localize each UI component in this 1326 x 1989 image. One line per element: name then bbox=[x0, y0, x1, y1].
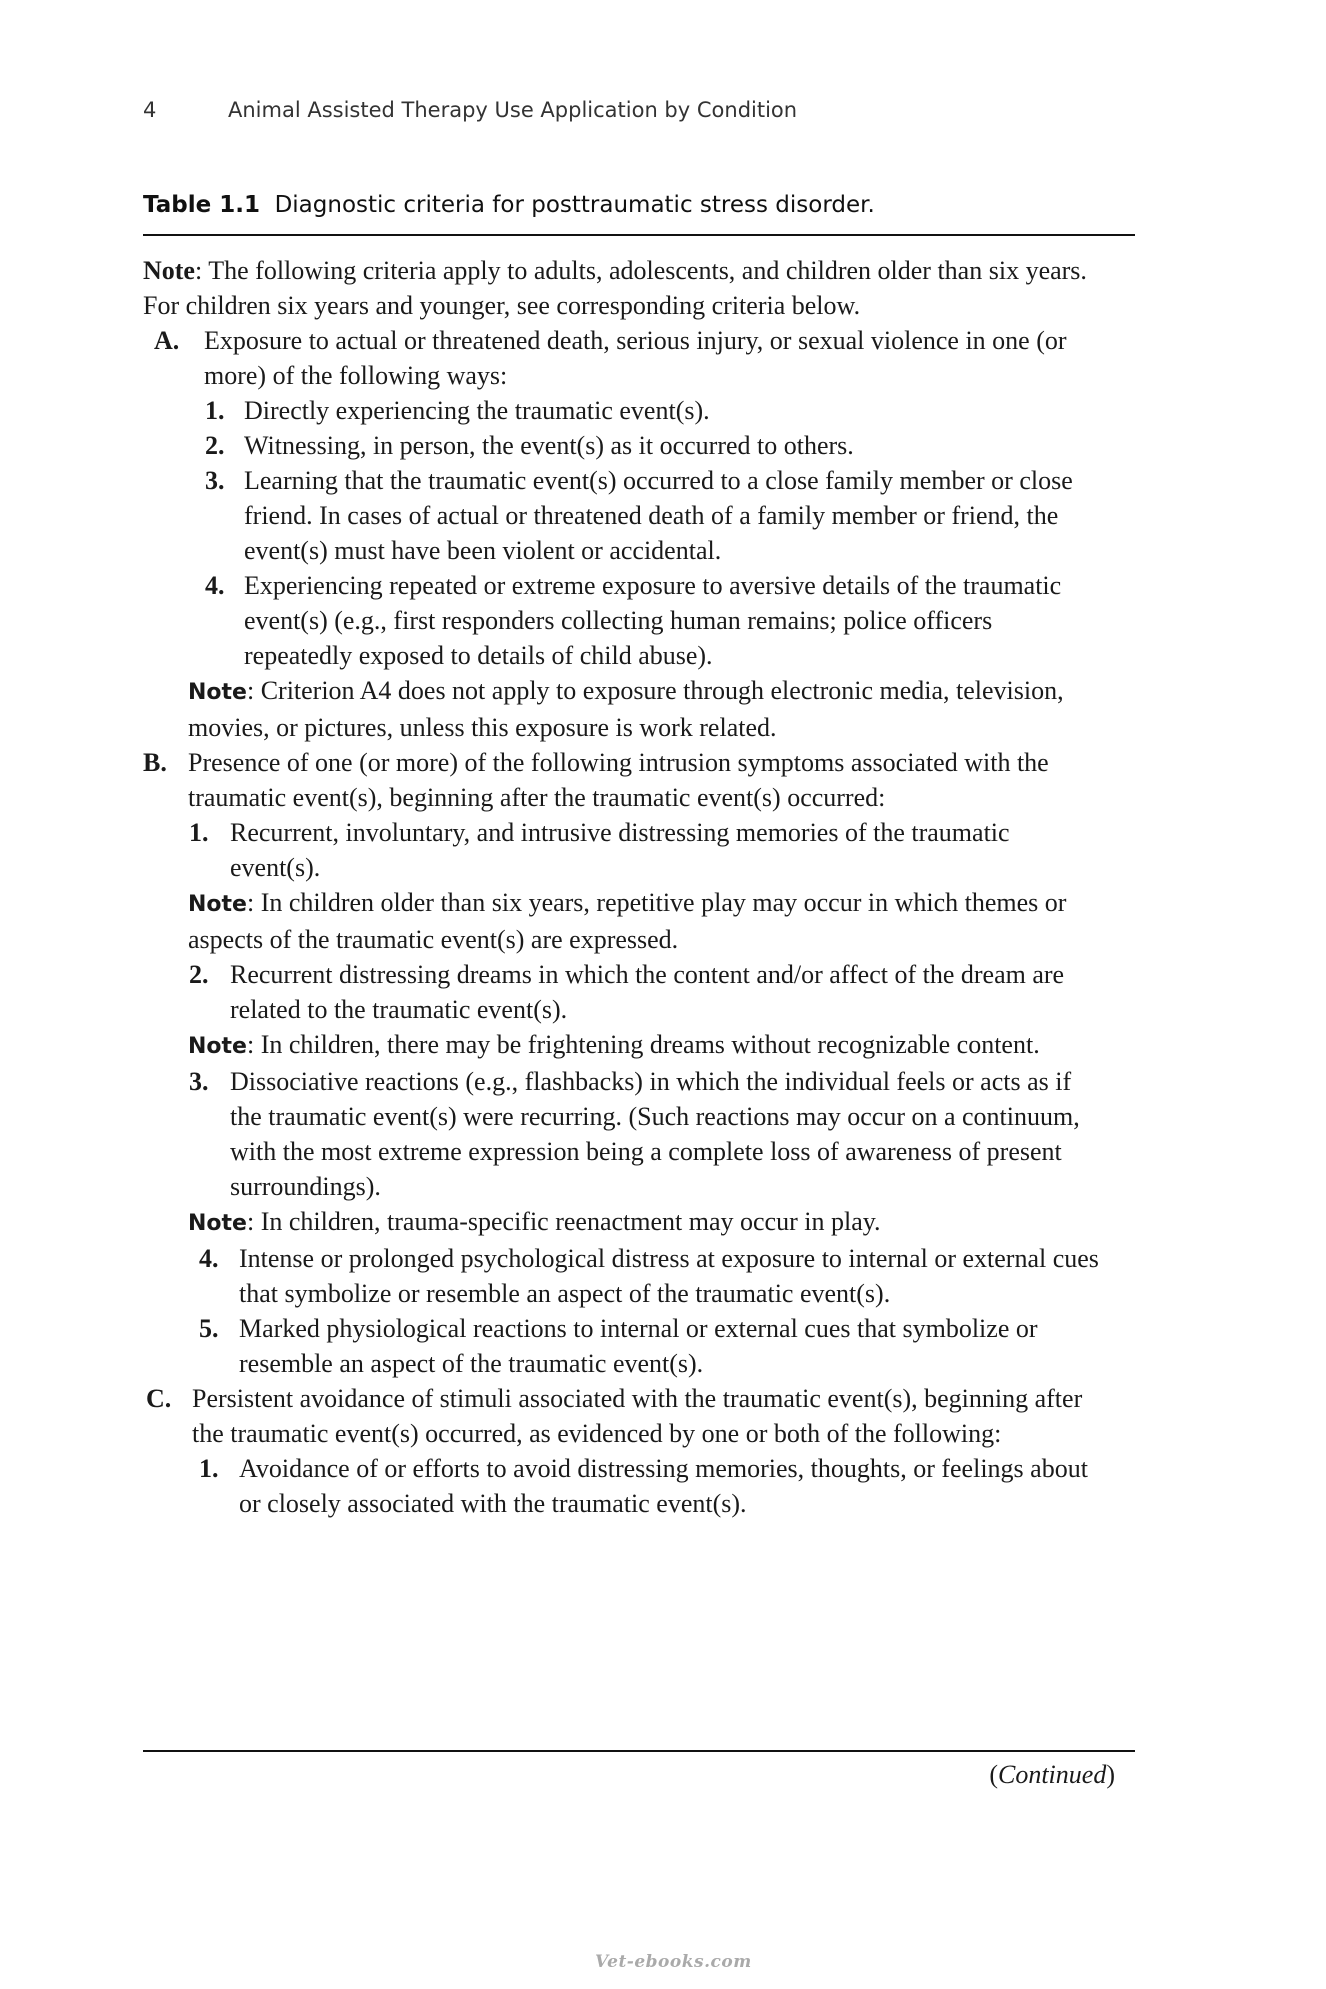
criterion-c-item-1-label: 1. bbox=[199, 1454, 219, 1483]
running-head bbox=[143, 98, 797, 122]
table-caption bbox=[143, 192, 875, 218]
criterion-c-item-1-text: Avoidance of or efforts to avoid distressing memories, thoughts, or feelings about or closely associated with the traumatic event(s). bbox=[239, 1454, 1088, 1518]
criterion-a-note bbox=[143, 673, 1103, 745]
criterion-b-note-1-label: Note bbox=[188, 892, 247, 917]
criterion-b bbox=[143, 745, 1103, 815]
criterion-b-item-1-label: 1. bbox=[189, 818, 209, 847]
criterion-a-item-1 bbox=[143, 393, 1103, 428]
criterion-b-item-5-label: 5. bbox=[199, 1314, 219, 1343]
intro-note bbox=[143, 253, 1103, 323]
intro-note-label: Note bbox=[143, 256, 195, 285]
criterion-b-item-5 bbox=[143, 1311, 1103, 1381]
watermark-logo: Vet-ebooks.com bbox=[595, 1952, 752, 1972]
criterion-a-item-4 bbox=[143, 568, 1103, 673]
criterion-a-note-label: Note bbox=[188, 680, 247, 705]
criterion-b-item-4 bbox=[143, 1241, 1103, 1311]
table-bottom-rule bbox=[143, 1750, 1135, 1752]
criterion-b-text: Presence of one (or more) of the following intrusion symptoms associated with the traumatic event(s), beginning after the traumatic event(s) occurred: bbox=[188, 748, 1049, 812]
table-body bbox=[143, 253, 1103, 1521]
continued-close-paren: ) bbox=[1106, 1760, 1115, 1789]
continued-open-paren: ( bbox=[989, 1760, 998, 1789]
continued-label bbox=[989, 1760, 1115, 1790]
criterion-a-item-3 bbox=[143, 463, 1103, 568]
criterion-a-item-2 bbox=[143, 428, 1103, 463]
book-title: Animal Assisted Therapy Use Application by Condition bbox=[228, 98, 798, 122]
criterion-b-note-3-label: Note bbox=[188, 1211, 247, 1236]
criterion-a-item-2-label: 2. bbox=[205, 431, 225, 460]
criterion-a-item-3-text: Learning that the traumatic event(s) occurred to a close family member or close friend. In cases of actual or threatened death of a family member or friend, the event(s) must have been violent or accidental. bbox=[244, 466, 1073, 565]
criterion-b-note-1 bbox=[143, 885, 1103, 957]
table-top-rule bbox=[143, 234, 1135, 236]
criterion-a-item-1-label: 1. bbox=[205, 396, 225, 425]
criterion-b-note-2-label: Note bbox=[188, 1034, 247, 1059]
criterion-b-label: B. bbox=[143, 748, 167, 777]
criterion-b-note-3-text: : In children, trauma-specific reenactment may occur in play. bbox=[246, 1207, 881, 1236]
criterion-a-note-text: : Criterion A4 does not apply to exposure through electronic media, television, movies, or pictures, unless this exposure is work related. bbox=[188, 676, 1064, 742]
criterion-c-label: C. bbox=[146, 1384, 172, 1413]
criterion-b-note-2 bbox=[143, 1027, 1103, 1064]
criterion-c bbox=[143, 1381, 1103, 1451]
table-label: Table 1.1 bbox=[143, 192, 260, 218]
criterion-a-label: A. bbox=[154, 326, 180, 355]
criterion-b-item-2-text: Recurrent distressing dreams in which the content and/or affect of the dream are related to the traumatic event(s). bbox=[230, 960, 1065, 1024]
intro-note-text: : The following criteria apply to adults, adolescents, and children older than six years. For children six years and younger, see corresponding criteria below. bbox=[143, 256, 1087, 320]
page-number: 4 bbox=[143, 98, 157, 122]
continued-text: Continued bbox=[997, 1760, 1107, 1789]
table-title: Diagnostic criteria for posttraumatic stress disorder. bbox=[274, 192, 875, 218]
criterion-c-item-1 bbox=[143, 1451, 1103, 1521]
criterion-b-item-4-label: 4. bbox=[199, 1244, 219, 1273]
criterion-b-note-1-text: : In children older than six years, repetitive play may occur in which themes or aspects of the traumatic event(s) are expressed. bbox=[188, 888, 1067, 954]
criterion-b-item-2 bbox=[143, 957, 1103, 1027]
criterion-a-item-1-text: Directly experiencing the traumatic event(s). bbox=[244, 396, 710, 425]
criterion-b-note-2-text: : In children, there may be frightening dreams without recognizable content. bbox=[246, 1030, 1040, 1059]
criterion-b-item-3-label: 3. bbox=[189, 1067, 209, 1096]
criterion-a-item-4-label: 4. bbox=[205, 571, 225, 600]
criterion-b-item-3-text: Dissociative reactions (e.g., flashbacks) in which the individual feels or acts as if the traumatic event(s) were recurring. (Such reactions may occur on a continuum, with the most extreme expression being a complete loss of awareness of present surroundings). bbox=[230, 1067, 1080, 1201]
criterion-b-item-2-label: 2. bbox=[189, 960, 209, 989]
criterion-c-text: Persistent avoidance of stimuli associated with the traumatic event(s), beginning after the traumatic event(s) occurred, as evidenced by one or both of the following: bbox=[192, 1384, 1083, 1448]
criterion-b-item-4-text: Intense or prolonged psychological distress at exposure to internal or external cues that symbolize or resemble an aspect of the traumatic event(s). bbox=[239, 1244, 1099, 1308]
criterion-a-item-4-text: Experiencing repeated or extreme exposure to aversive details of the traumatic event(s) (e.g., first responders collecting human remains; police officers repeatedly exposed to details of child abuse). bbox=[244, 571, 1062, 670]
criterion-b-item-3 bbox=[143, 1064, 1103, 1204]
criterion-b-item-1-text: Recurrent, involuntary, and intrusive distressing memories of the traumatic event(s). bbox=[230, 818, 1010, 882]
criterion-b-note-3 bbox=[143, 1204, 1103, 1241]
criterion-a-item-3-label: 3. bbox=[205, 466, 225, 495]
criterion-b-item-1 bbox=[143, 815, 1103, 885]
criterion-a bbox=[143, 323, 1103, 393]
criterion-b-item-5-text: Marked physiological reactions to internal or external cues that symbolize or resemble an aspect of the traumatic event(s). bbox=[239, 1314, 1038, 1378]
criterion-a-text: Exposure to actual or threatened death, serious injury, or sexual violence in one (or more) of the following ways: bbox=[204, 326, 1067, 390]
criterion-a-item-2-text: Witnessing, in person, the event(s) as it occurred to others. bbox=[244, 431, 854, 460]
